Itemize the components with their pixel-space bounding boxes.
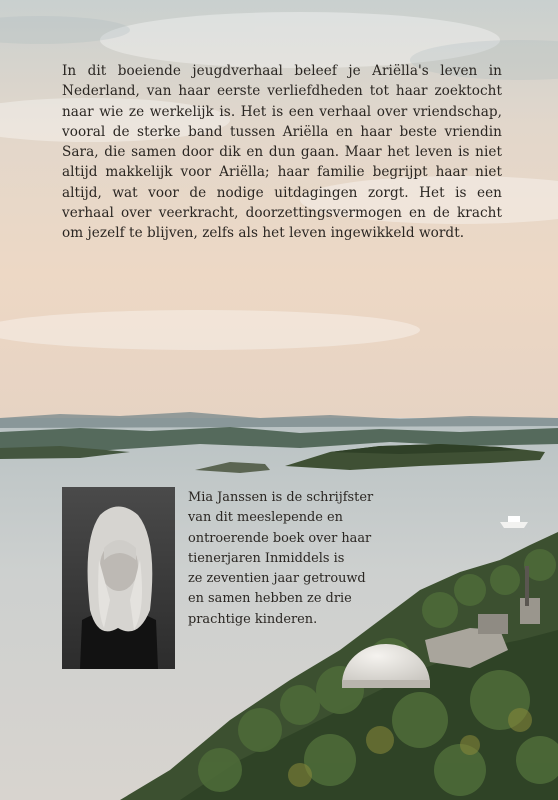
- author-bio: [188, 488, 388, 630]
- bio-line: prachtige kinderen.: [188, 611, 318, 627]
- bio-line: Mia Janssen is de schrijfster: [188, 490, 374, 505]
- author-photo: [62, 487, 175, 669]
- blurb-last-line: wordt.: [418, 225, 465, 242]
- blurb-text: In dit boeiende jeugdverhaal beleef je Ariëlla's leven in Nederland, van haar eerste verliefdheden tot haar zoektocht naar wie ze werkelijk is. Het is een verhaal over vriendschap, vooral de sterke band tussen Ariëlla en haar beste vriendin Sara, die samen door dik en dun gaan. Maar het leven is niet altijd makkelijk voor Ariëlla; haar familie begrijpt haar niet altijd, wat voor de nodige uitdagingen zorgt. Het is een verhaal over veerkracht, doorzettingsvermogen en de kracht om jezelf te blijven, zelfs als het leven ingewikkeld: [62, 63, 502, 242]
- back-cover-blurb: [62, 61, 502, 244]
- bio-line: en samen hebben ze drie: [188, 591, 352, 607]
- bio-line: ze zeventien jaar getrouwd: [188, 571, 366, 587]
- bio-line: tienerjaren Inmiddels is: [188, 550, 345, 566]
- bio-line: ontroerende boek over haar: [188, 530, 372, 546]
- bio-line: van dit meeslepende en: [188, 510, 343, 526]
